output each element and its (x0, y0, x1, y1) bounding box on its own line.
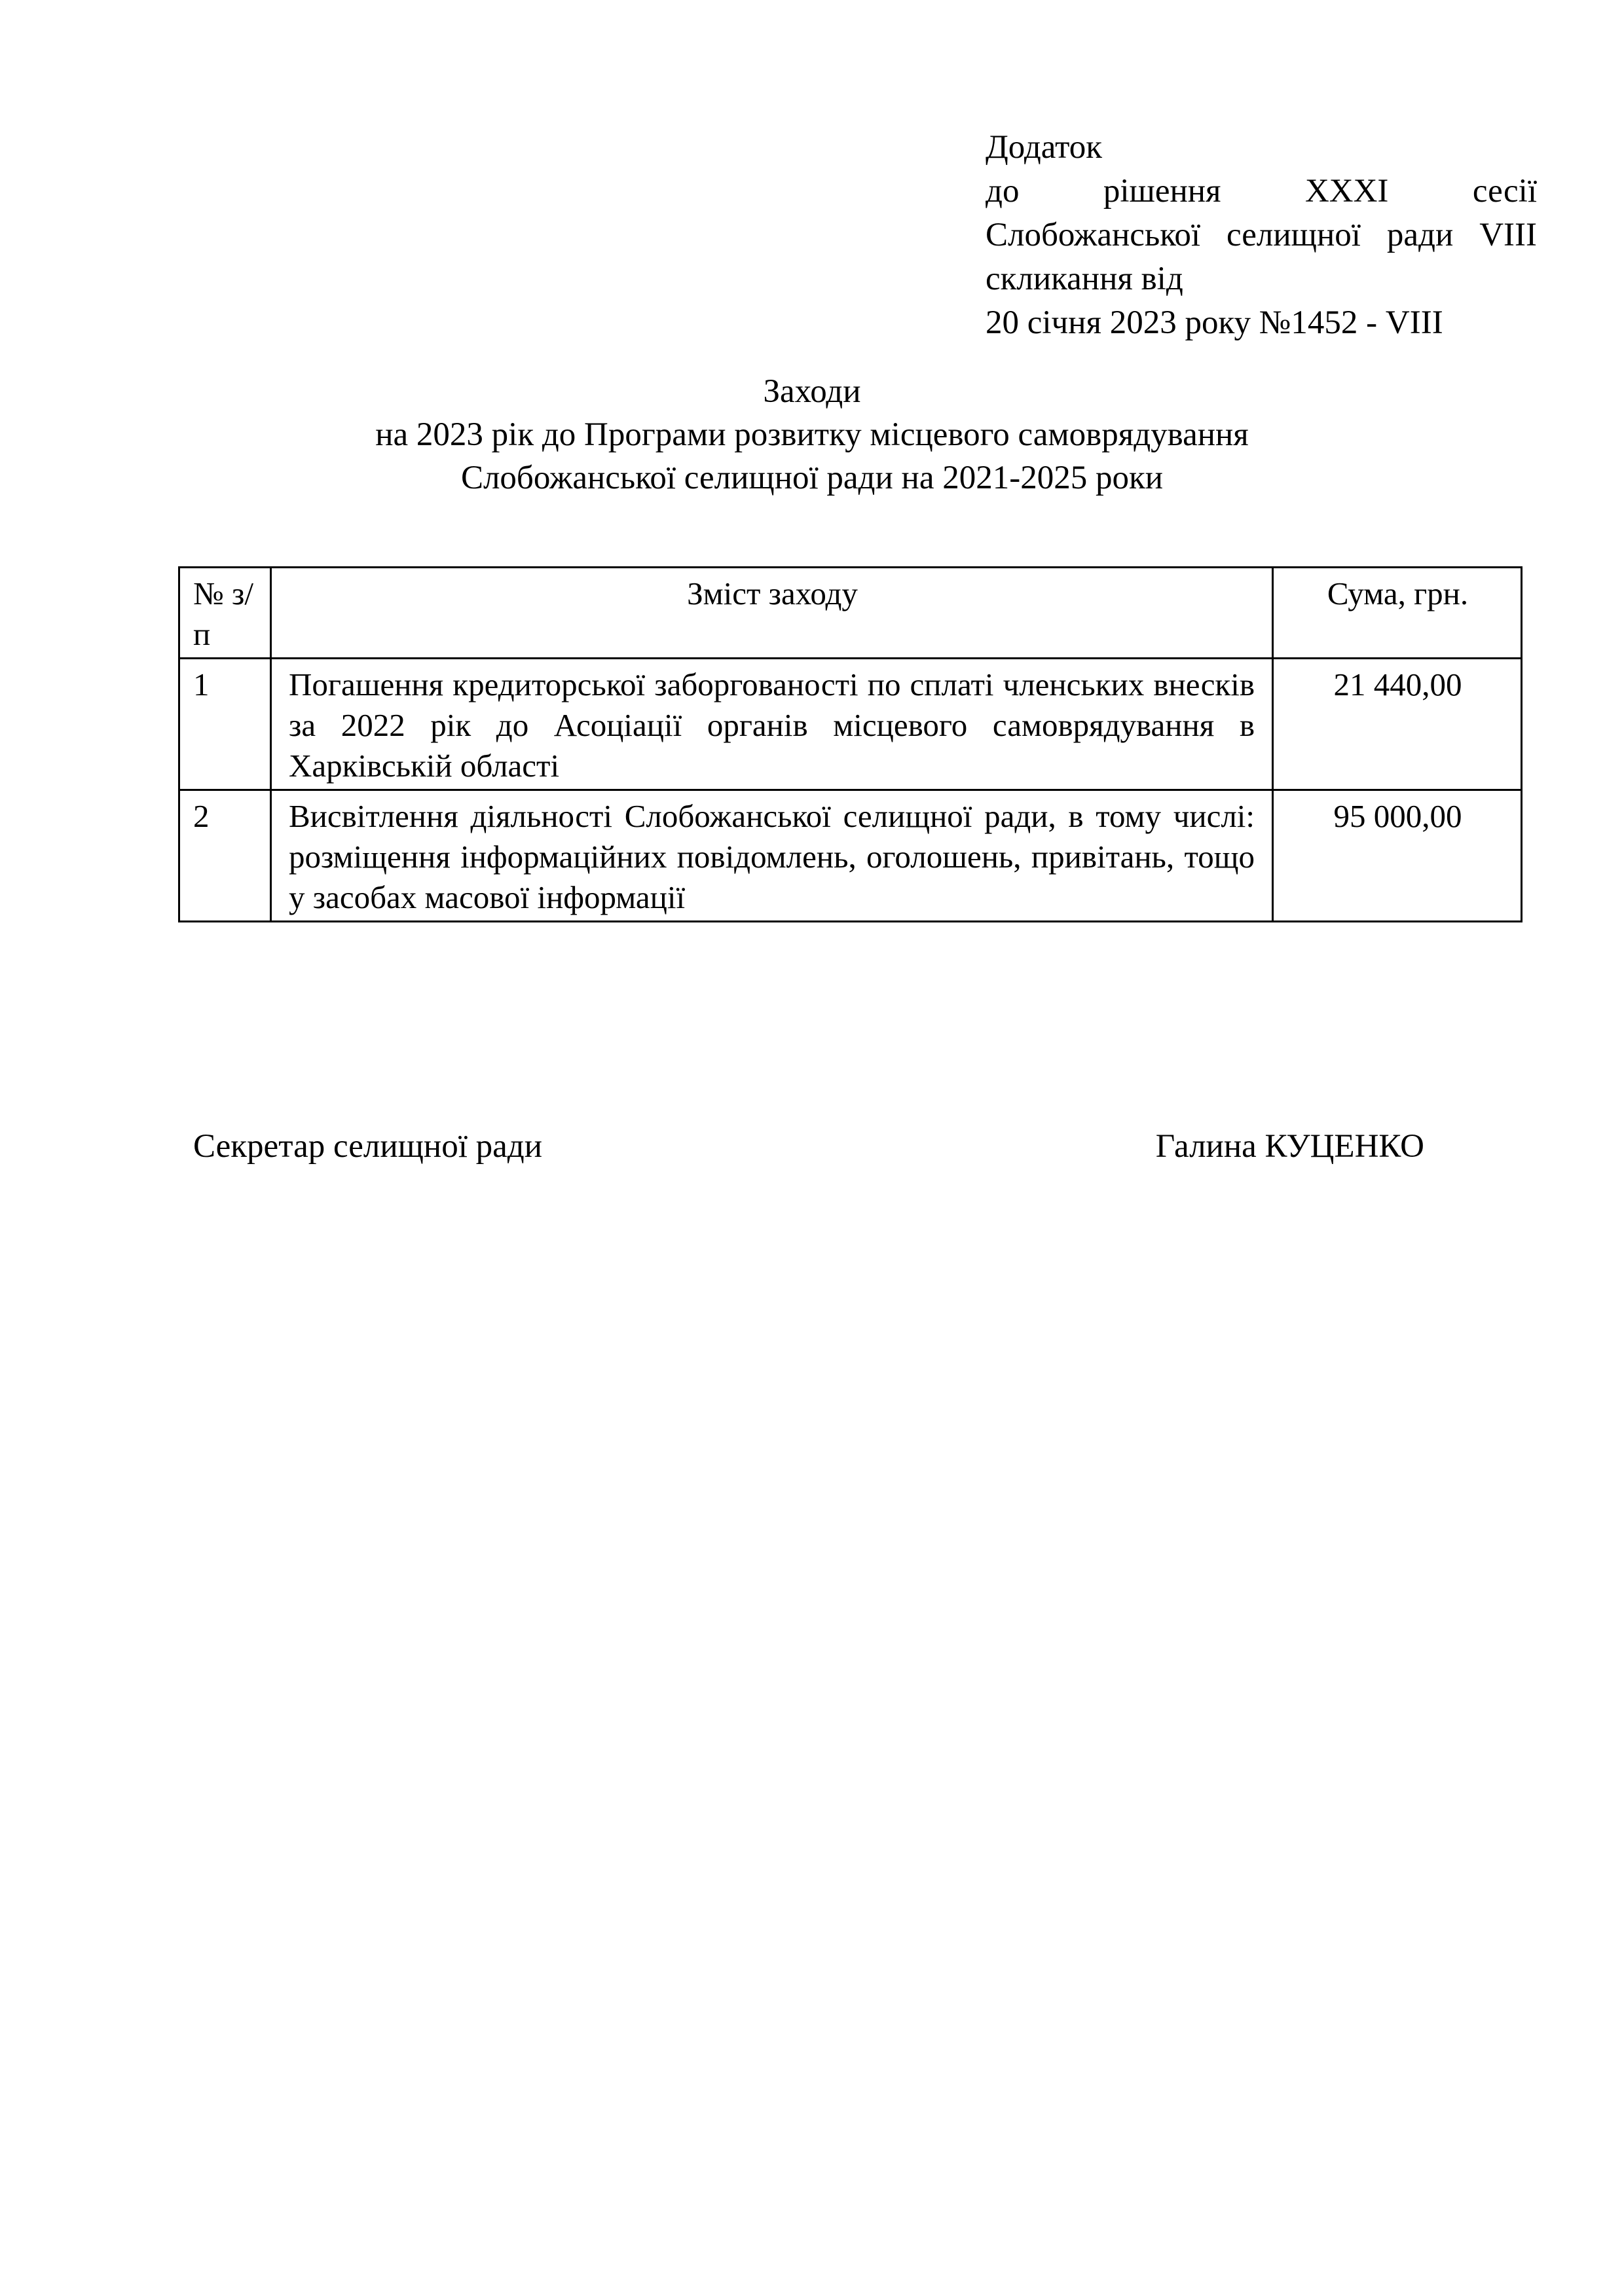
header-number: № з/п (179, 568, 271, 659)
addendum-convocation-line: скликання від (986, 261, 1183, 297)
row-content: Погашення кредиторської заборгованості по сплаті членських внесків за 2022 рік до Асоціації органів місцевого самоврядування в Харківській області (271, 659, 1273, 790)
addendum-decision-line: до рішення XXXI сесії (986, 173, 1537, 210)
addendum-title: Додаток (986, 129, 1102, 166)
heading-subtitle: на 2023 рік до Програми розвитку місцевого самоврядування (375, 416, 1249, 453)
measures-table (178, 566, 1522, 922)
row-sum: 95 000,00 (1273, 790, 1522, 922)
document-heading (0, 370, 1624, 500)
heading-title: Заходи (763, 373, 861, 410)
header-sum: Сума, грн. (1273, 568, 1522, 659)
header-content: Зміст заходу (271, 568, 1273, 659)
table-row (179, 790, 1522, 922)
row-content: Висвітлення діяльності Слобожанської селищної ради, в тому числі: розміщення інформаційних повідомлень, оголошень, привітань, тощо у засобах масової інформації (271, 790, 1273, 922)
row-number: 2 (179, 790, 271, 922)
addendum-council-line: Слобожанської селищної ради VIII (986, 217, 1537, 253)
row-number: 1 (179, 659, 271, 790)
heading-subtitle-2: Слобожанської селищної ради на 2021-2025 роки (460, 460, 1164, 496)
addendum-block (986, 126, 1537, 345)
addendum-date-line: 20 січня 2023 року №1452 - VIII (986, 304, 1443, 341)
table-row (179, 659, 1522, 790)
signatory-position: Секретар селищної ради (193, 1128, 542, 1165)
signatory-name: Галина КУЦЕНКО (1155, 1128, 1424, 1165)
table-header-row (179, 568, 1522, 659)
row-sum: 21 440,00 (1273, 659, 1522, 790)
